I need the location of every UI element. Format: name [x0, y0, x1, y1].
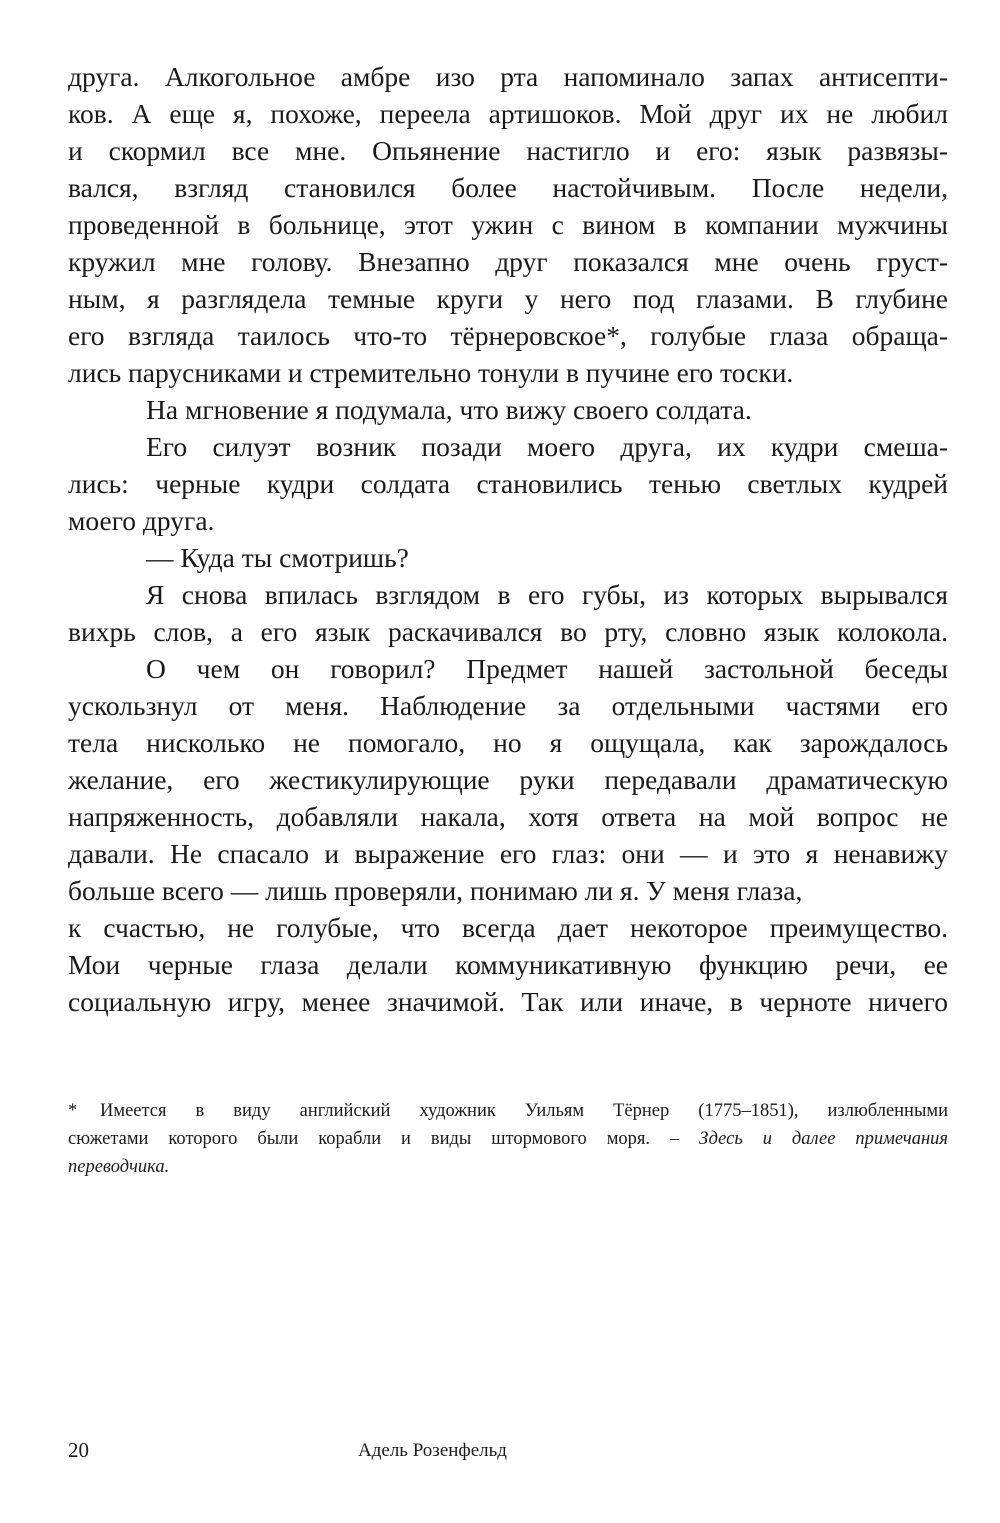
running-footer-author: Адель Розенфельд [358, 1440, 507, 1461]
text-line: кружил мне голову. Внезапно друг показался мне очень груст- [68, 246, 948, 277]
footnote-line [68, 1125, 948, 1153]
footnote-translator-note-end: переводчика. [68, 1157, 170, 1177]
text-line: Я снова впилась взглядом в его губы, из которых вырывался [146, 579, 948, 610]
text-line: напряженность, добавляли накала, хотя ответа на мой вопрос не [68, 801, 948, 832]
text-line: социальную игру, менее значимой. Так или иначе, в черноте ничего [68, 986, 948, 1017]
text-line: и скормил все мне. Опьянение настигло и его: язык развязы- [68, 135, 948, 166]
text-line: ным, я разглядела темные круги у него под глазами. В глубине [68, 283, 948, 314]
text-line: На мгновение я подумала, что вижу своего солдата. [146, 394, 752, 425]
text-line: моего друга. [68, 505, 215, 536]
text-line: ков. А еще я, похоже, переела артишоков. Мой друг их не любил [68, 98, 948, 129]
text-line: лись парусниками и стремительно тонули в пучине его тоски. [68, 357, 794, 388]
text-line: проведенной в больнице, этот ужин с вином в компании мужчины [68, 209, 948, 240]
footnote-marker: * [68, 1101, 78, 1121]
footnote [68, 1097, 948, 1181]
body-text [68, 58, 948, 1020]
text-line: давали. Не спасало и выражение его глаз: они — и это я ненавижу [68, 838, 948, 869]
text-line: лись: черные кудри солдата становились тенью светлых кудрей [68, 468, 948, 499]
footnote-translator-note: Здесь и далее примечания [699, 1129, 948, 1149]
text-line: вался, взгляд становился более настойчивым. После недели, [68, 172, 948, 203]
footnote-text: сюжетами которого были корабли и виды штормового моря. – [68, 1129, 680, 1149]
text-line: его взгляда таилось что-то тёрнеровское*, голубые глаза обраща- [68, 320, 948, 351]
text-line: Мои черные глаза делали коммуникативную функцию речи, ее [68, 949, 948, 980]
footnote-line [68, 1097, 948, 1125]
page-number: 20 [68, 1438, 89, 1462]
text-line: друга. Алкогольное амбре изо рта напоминало запах антисепти- [68, 61, 948, 92]
text-line: тела нисколько не помогало, но я ощущала, как зарождалось [68, 727, 948, 758]
dialogue-line: — Куда ты смотришь? [146, 542, 409, 573]
text-line: больше всего — лишь проверяли, понимаю ли я. У меня глаза, [68, 875, 803, 906]
text-line: желание, его жестикулирующие руки передавали драматическую [68, 764, 948, 795]
text-line: к счастью, не голубые, что всегда дает некоторое преимущество. [68, 912, 948, 943]
text-line: О чем он говорил? Предмет нашей застольной беседы [146, 653, 948, 684]
text-line: Его силуэт возник позади моего друга, их кудри смеша- [146, 431, 948, 462]
footnote-text: Имеется в виду английский художник Уильям Тёрнер (1775–1851), излюбленными [100, 1101, 948, 1121]
text-line: вихрь слов, а его язык раскачивался во рту, словно язык колокола. [68, 616, 948, 647]
text-line: ускользнул от меня. Наблюдение за отдельными частями его [68, 690, 948, 721]
